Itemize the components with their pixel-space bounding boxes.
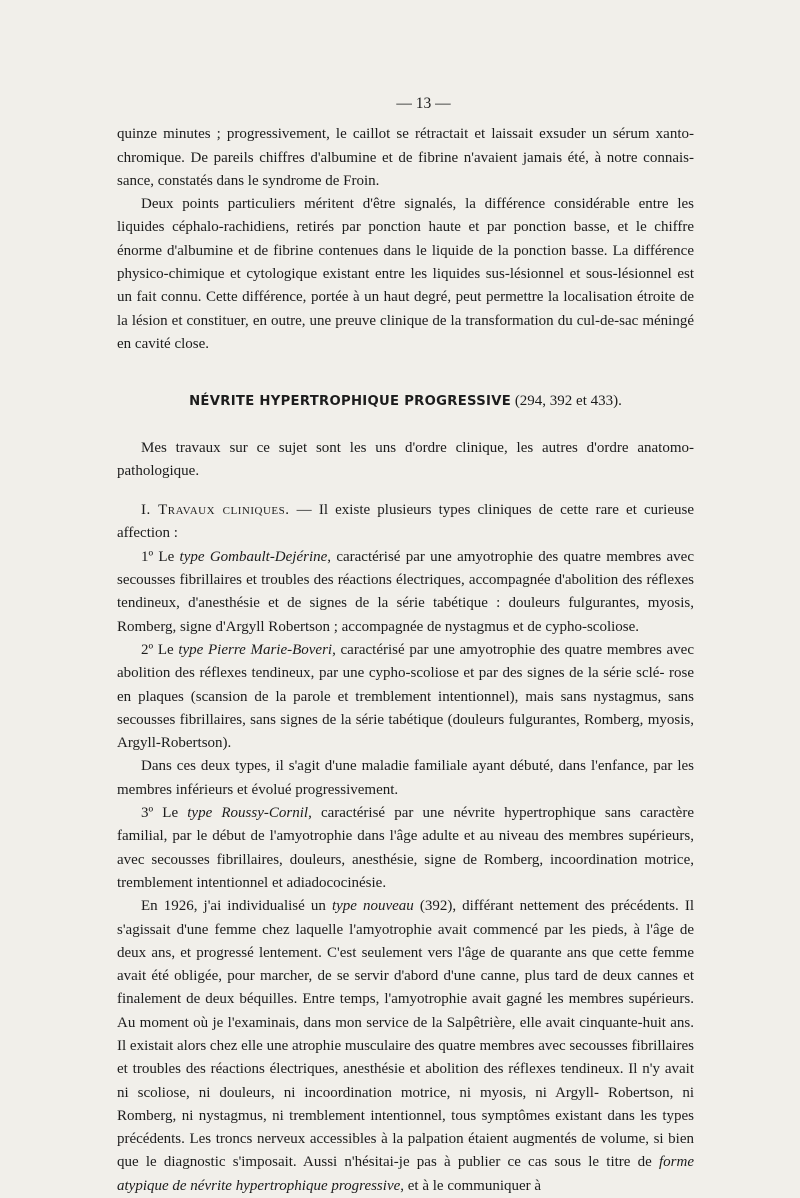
paragraph-type-gombault: 1º Le type Gombault-Dejérine, caractérisé par une amyotrophie des quatre membres avec secousses fibrillaires et troubles des réactions électriques, accompagnée d'abolition des réflexes tendineux, d'anesthésie et de signes de la série tabétique : douleurs fulgurantes, myosis, Romberg, signe d'Argyll Robertson ; accompagnée de nystagmus et de cypho-scoliose. — [117, 548, 694, 635]
paragraph-type-marie-boveri: 2º Le type Pierre Marie-Boveri, caractérisé par une amyotrophie des quatre membres avec abolition des réflexes tendineux, par une cypho-scoliose et par des signes de la série sclé- rose en plaques (scansion de la parole et tremblement intentionnel), mais sans nystagmus, sans secousses fibrillaires, sans signes de la série tabétique (douleurs fulgurantes, Romberg, myosis, Argyll-Robertson). — [117, 641, 694, 752]
type-name: type Roussy-Cornil — [187, 805, 309, 822]
type-name: type Pierre Marie-Boveri — [178, 641, 333, 658]
paragraph-csf-difference: Deux points particuliers méritent d'être signalés, la différence considérable entre les liquides céphalo-rachidiens, retirés par ponction haute et par ponction basse, et le chiffre énorme d'albumine et de fibrine contenues dans le liquide de la ponction basse. La différence physico-chimique et cytologique existant entre les liquides sus-lésionnel et sous-lésionnel est un fait connu. Cette différence, portée à un haut degré, peut permettre la localisation étroite de la lésion et constituer, en outre, une preuve clinique de la transformation du cul-de-sac méningé en cavité close. — [117, 196, 694, 352]
paragraph-travaux-cliniques: I. Travaux cliniques. — Il existe plusieurs types cliniques de cette rare et curieuse affection : — [117, 502, 694, 542]
section-title: NÉVRITE HYPERTROPHIQUE PROGRESSIVE — [189, 394, 512, 410]
paragraph-familial: Dans ces deux types, il s'agit d'une maladie familiale ayant débuté, dans l'enfance, par les membres inférieurs et évolué progressivement. — [117, 758, 694, 798]
type-name: type nouveau — [331, 898, 414, 915]
form-name: forme atypique de névrite hypertrophique progressive — [117, 1154, 694, 1194]
paragraph-type-roussy-cornil: 3º Le type Roussy-Cornil, caractérisé par une névrite hypertrophique sans caractère familial, par le début de l'amyotrophie dans l'âge adulte et au niveau des membres supérieurs, avec secousses fibrillaires, douleurs, anesthésie, signe de Romberg, incoordination motrice, tremblement intentionnel et adiadococinésie. — [117, 805, 694, 891]
section-references: (294, 392 et 433). — [514, 393, 622, 410]
paragraph-type-nouveau: En 1926, j'ai individualisé un type nouveau (392), différant nettement des précédents. Il s'agissait d'une femme chez laquelle l'amyotrophie avait commencé par les pieds, à l'âge de deux ans, et progressé lentement. C'est seulement vers l'âge de quarante ans que cette femme avait été obligée, pour marcher, de se servir d'abord d'une canne, plus tard de deux cannes et finalement de deux béquilles. Entre temps, l'amyotrophie avait gagné les membres supérieurs. Au moment où je l'examinais, dans mon service de la Salpêtrière, elle avait cinquante-huit ans. Il existait alors chez elle une atrophie musculaire des quatre membres avec secousses fibrillaires et troubles des réactions électriques, anesthésie et abolition des réflexes tendineux. Il n'y avait ni scoliose, ni douleurs, ni incoordination motrice, ni myosis, ni Argyll- Robertson, ni Romberg, ni nystagmus, ni tremblement intentionnel, tous symptômes existant dans les types précédents. Les troncs nerveux accessibles à la palpation étaient augmentés de volume, si bien que le diagnostic s'imposait. Aussi n'hésitai-je pas à publier ce cas sous le titre de forme atypique de névrite hypertrophique progressive, et à le communiquer à — [117, 898, 694, 1194]
type-name: type Gombault-Dejérine — [179, 548, 328, 565]
section-heading — [117, 390, 694, 413]
paragraph-travaux-intro: Mes travaux sur ce sujet sont les uns d'ordre clinique, les autres d'ordre anatomo- pathologique. — [117, 439, 694, 479]
paragraph-froin: quinze minutes ; progressivement, le caillot se rétractait et laissait exsuder un sérum xanto- chromique. De pareils chiffres d'albumine et de fibrine n'avaient jamais été, à notre connais- sance, constatés dans le syndrome de Froin. — [117, 126, 694, 189]
subsection-label: I. Travaux cliniques. — [141, 502, 290, 519]
page-number: — 13 — — [396, 95, 451, 112]
